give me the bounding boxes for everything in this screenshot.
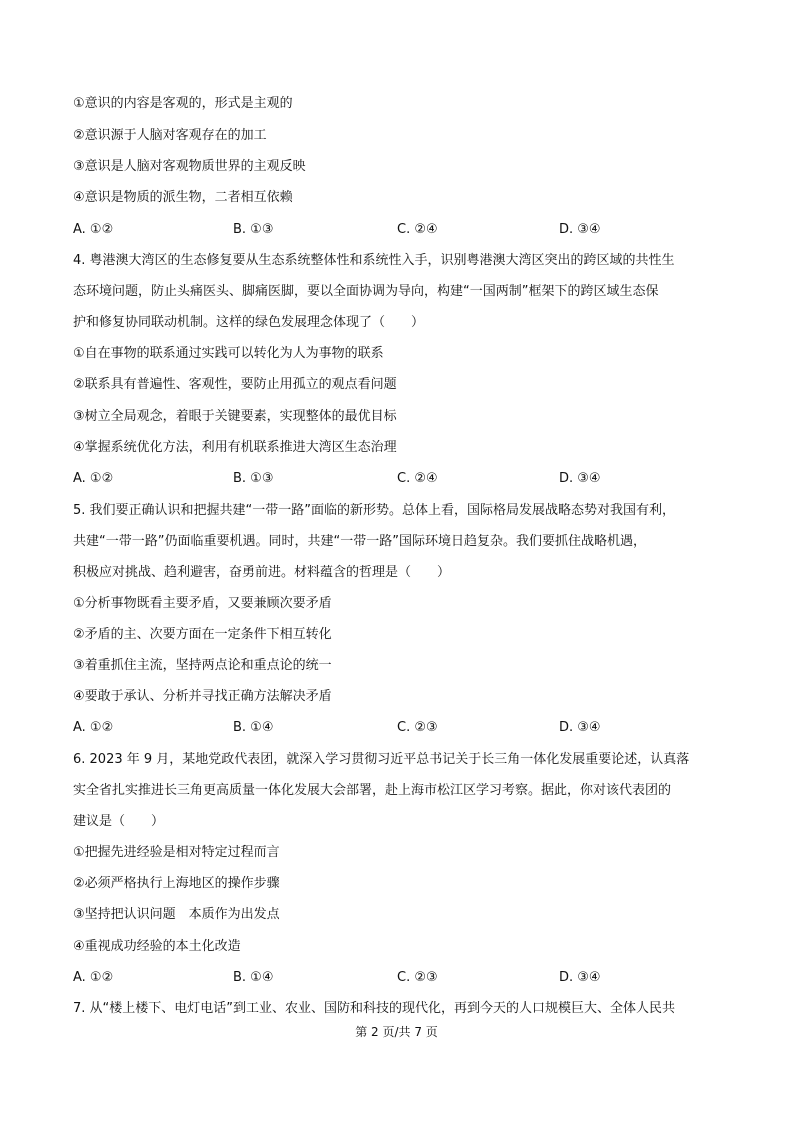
q4-stem-line-3: 护和修复协同联动机制。这样的绿色发展理念体现了（ ） xyxy=(73,315,425,330)
q6-stem-line-2: 实全省扎实推进长三角更高质量一体化发展大会部署，赴上海市松江区学习考察。据此，你对该代表团的 xyxy=(73,783,672,798)
q3-options xyxy=(73,222,733,238)
q4-option-d: D. ③④ xyxy=(559,471,601,486)
q5-options xyxy=(73,720,733,736)
q4-item-2: ②联系具有普遍性、客观性，要防止用孤立的观点看问题 xyxy=(73,377,397,392)
q3-option-d: D. ③④ xyxy=(559,222,601,237)
q5-option-c: C. ②③ xyxy=(397,720,438,735)
page-footer: 第 2 页/共 7 页 xyxy=(355,1025,438,1039)
q6-item-2: ②必须严格执行上海地区的操作步骤 xyxy=(73,876,280,891)
q4-stem-line-1: 4. 粤港澳大湾区的生态修复要从生态系统整体性和系统性入手，识别粤港澳大湾区突出的跨区域的共性生 xyxy=(73,253,675,268)
q7-stem-line-1: 7. 从“楼上楼下、电灯电话”到工业、农业、国防和科技的现代化，再到今天的人口规模巨大、全体人民共 xyxy=(73,1001,676,1016)
q3-item-4: ④意识是物质的派生物，二者相互依赖 xyxy=(73,190,293,205)
q5-stem-line-2: 共建“一带一路”仍面临重要机遇。同时，共建“一带一路”国际环境日趋复杂。我们要抓住战略机遇， xyxy=(73,534,646,549)
q5-item-1: ①分析事物既看主要矛盾，又要兼顾次要矛盾 xyxy=(73,596,332,611)
q6-item-1: ①把握先进经验是相对特定过程而言 xyxy=(73,845,280,860)
q4-options xyxy=(73,471,733,487)
q4-item-4: ④掌握系统优化方法，利用有机联系推进大湾区生态治理 xyxy=(73,440,397,455)
q3-item-1: ①意识的内容是客观的，形式是主观的 xyxy=(73,96,293,111)
q5-option-a: A. ①② xyxy=(73,720,114,735)
q4-option-a: A. ①② xyxy=(73,471,114,486)
q3-item-3: ③意识是人脑对客观物质世界的主观反映 xyxy=(73,159,306,174)
q3-option-b: B. ①③ xyxy=(233,222,274,237)
q6-options xyxy=(73,970,733,986)
q4-item-3: ③树立全局观念，着眼于关键要素，实现整体的最优目标 xyxy=(73,409,397,424)
q5-stem-line-1: 5. 我们要正确认识和把握共建“一带一路”面临的新形势。总体上看，国际格局发展战略态势对我国有利， xyxy=(73,503,676,518)
q4-option-b: B. ①③ xyxy=(233,471,274,486)
q5-option-d: D. ③④ xyxy=(559,720,601,735)
q4-option-c: C. ②④ xyxy=(397,471,438,486)
q5-stem-line-3: 积极应对挑战、趋利避害，奋勇前进。材料蕴含的哲理是（ ） xyxy=(73,565,451,580)
q3-item-2: ②意识源于人脑对客观存在的加工 xyxy=(73,128,267,143)
q6-option-d: D. ③④ xyxy=(559,970,601,985)
q6-option-c: C. ②③ xyxy=(397,970,438,985)
q5-item-3: ③着重抓住主流，坚持两点论和重点论的统一 xyxy=(73,658,332,673)
q6-option-b: B. ①④ xyxy=(233,970,274,985)
q3-option-c: C. ②④ xyxy=(397,222,438,237)
q5-item-2: ②矛盾的主、次要方面在一定条件下相互转化 xyxy=(73,627,332,642)
q6-item-3: ③坚持把认识问题 本质作为出发点 xyxy=(73,907,280,922)
q6-option-a: A. ①② xyxy=(73,970,114,985)
q5-option-b: B. ①④ xyxy=(233,720,274,735)
q3-option-a: A. ①② xyxy=(73,222,114,237)
q5-item-4: ④要敢于承认、分析并寻找正确方法解决矛盾 xyxy=(73,689,332,704)
q4-item-1: ①自在事物的联系通过实践可以转化为人为事物的联系 xyxy=(73,346,384,361)
q6-item-4: ④重视成功经验的本土化改造 xyxy=(73,939,241,954)
q6-stem-line-3: 建议是（ ） xyxy=(73,814,165,829)
q6-stem-line-1: 6. 2023 年 9 月，某地党政代表团，就深入学习贯彻习近平总书记关于长三角一体化发展重要论述，认真落 xyxy=(73,752,690,767)
q4-stem-line-2: 态环境问题，防止头痛医头、脚痛医脚，要以全面协调为导向，构建“一国两制”框架下的跨区域生态保 xyxy=(73,284,659,299)
